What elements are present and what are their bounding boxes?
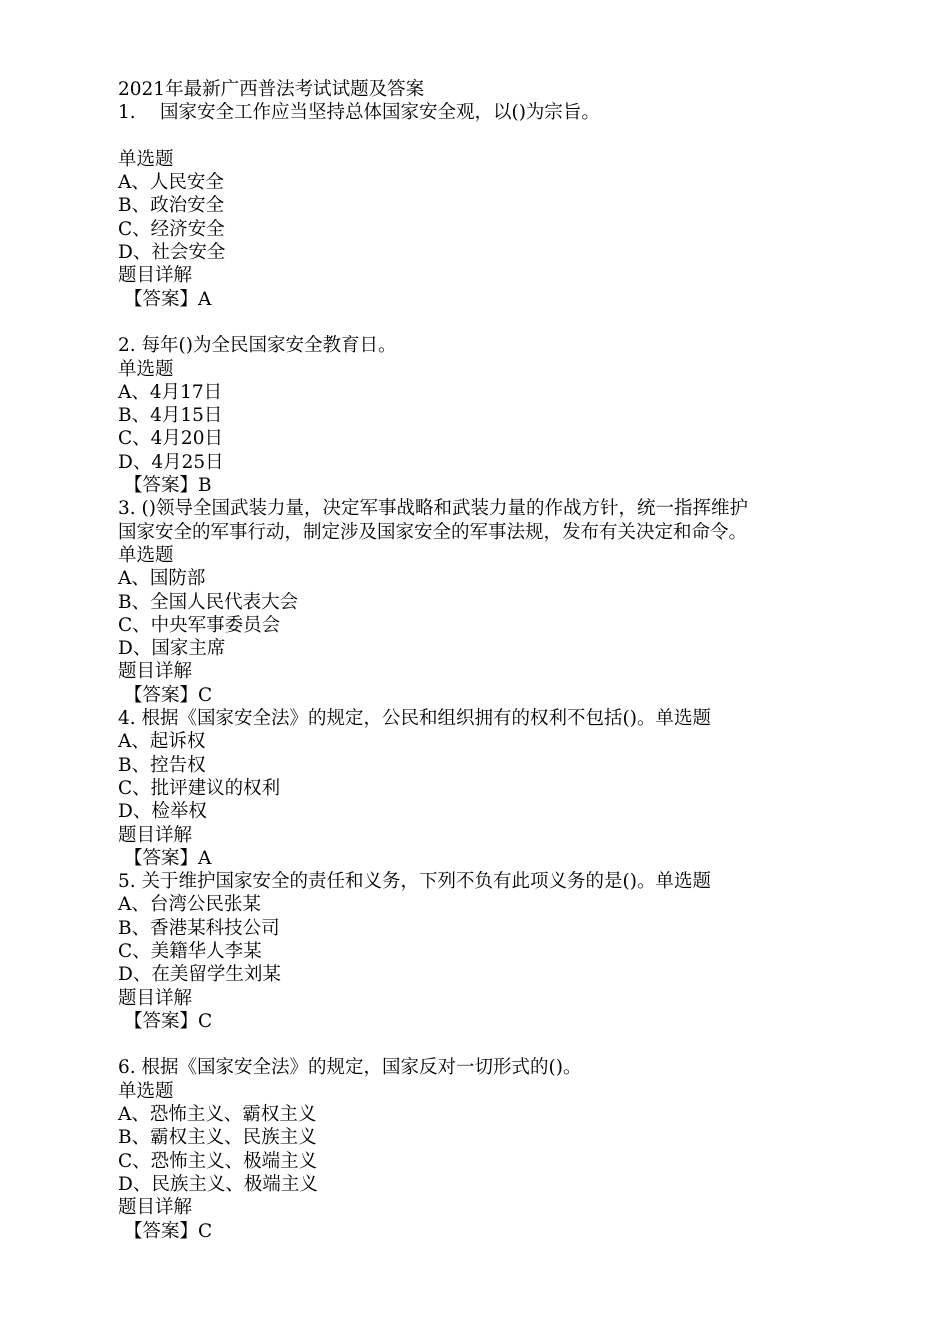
question-3-option-c: C、中央军事委员会 <box>118 614 281 636</box>
blank-line <box>118 311 818 334</box>
question-2-option-a: A、4月17日 <box>118 381 223 403</box>
question-6-option-c: C、恐怖主义、极端主义 <box>118 1150 318 1172</box>
question-2-answer: 【答案】B <box>124 475 212 497</box>
question-5-option-c: C、美籍华人李某 <box>118 940 262 962</box>
question-4-option-a: A、起诉权 <box>118 731 206 753</box>
document-title: 2021年最新广西普法考试试题及答案 <box>118 79 425 100</box>
question-6 <box>118 1056 818 1242</box>
question-5-answer: 【答案】C <box>124 1010 213 1032</box>
question-2-stem: 2. 每年()为全民国家安全教育日。 <box>118 335 397 357</box>
question-1-option-b: B、政治安全 <box>118 195 225 217</box>
question-6-option-a: A、恐怖主义、霸权主义 <box>118 1104 317 1126</box>
question-3-stem-line-2: 国家安全的军事行动，制定涉及国家安全的军事法规，发布有关决定和命令。 <box>118 521 748 543</box>
question-1-detail: 题目详解 <box>118 265 193 287</box>
question-1-text: 国家安全工作应当坚持总体国家安全观，以()为宗旨。 <box>160 102 600 124</box>
question-2-option-c: C、4月20日 <box>118 428 223 450</box>
question-3-answer: 【答案】C <box>124 684 213 706</box>
document-page <box>118 78 818 1243</box>
question-1-option-c: C、经济安全 <box>118 218 225 240</box>
question-4-option-d: D、检举权 <box>118 801 207 823</box>
question-1-option-a: A、人民安全 <box>118 172 224 194</box>
question-1-type: 单选题 <box>118 148 174 170</box>
question-2-option-d: D、4月25日 <box>118 451 224 473</box>
question-3-type: 单选题 <box>118 544 174 566</box>
question-2-option-b: B、4月15日 <box>118 405 223 427</box>
question-6-detail: 题目详解 <box>118 1197 193 1219</box>
question-2 <box>118 334 818 497</box>
question-6-type: 单选题 <box>118 1080 174 1102</box>
question-1-option-d: D、社会安全 <box>118 242 226 264</box>
question-6-answer: 【答案】C <box>124 1220 213 1242</box>
question-5 <box>118 870 818 1056</box>
question-1-answer: 【答案】A <box>124 288 212 310</box>
question-4-option-c: C、批评建议的权利 <box>118 777 281 799</box>
question-5-detail: 题目详解 <box>118 987 193 1009</box>
question-4 <box>118 707 818 870</box>
question-5-stem: 5. 关于维护国家安全的责任和义务，下列不负有此项义务的是()。单选题 <box>118 871 711 893</box>
question-4-stem: 4. 根据《国家安全法》的规定，公民和组织拥有的权利不包括()。单选题 <box>118 708 711 730</box>
question-3 <box>118 497 818 707</box>
question-6-option-d: D、民族主义、极端主义 <box>118 1173 318 1195</box>
question-4-detail: 题目详解 <box>118 824 193 846</box>
blank-line <box>118 125 818 148</box>
question-1 <box>118 101 818 334</box>
blank-line <box>118 1033 818 1056</box>
question-6-stem: 6. 根据《国家安全法》的规定，国家反对一切形式的()。 <box>118 1057 582 1079</box>
question-5-option-a: A、台湾公民张某 <box>118 894 261 916</box>
question-5-option-b: B、香港某科技公司 <box>118 917 280 939</box>
question-4-option-b: B、控告权 <box>118 754 206 776</box>
question-1-number: 1. <box>118 102 136 124</box>
question-3-option-b: B、全国人民代表大会 <box>118 591 299 613</box>
question-2-type: 单选题 <box>118 358 174 380</box>
question-3-detail: 题目详解 <box>118 661 193 683</box>
question-4-answer: 【答案】A <box>124 847 212 869</box>
question-3-option-d: D、国家主席 <box>118 638 226 660</box>
question-6-option-b: B、霸权主义、民族主义 <box>118 1127 317 1149</box>
question-3-stem-line-1: 3. ()领导全国武装力量，决定军事战略和武装力量的作战方针，统一指挥维护 <box>118 498 748 520</box>
question-5-option-d: D、在美留学生刘某 <box>118 964 281 986</box>
question-3-option-a: A、国防部 <box>118 568 206 590</box>
question-1-stem <box>118 101 818 124</box>
